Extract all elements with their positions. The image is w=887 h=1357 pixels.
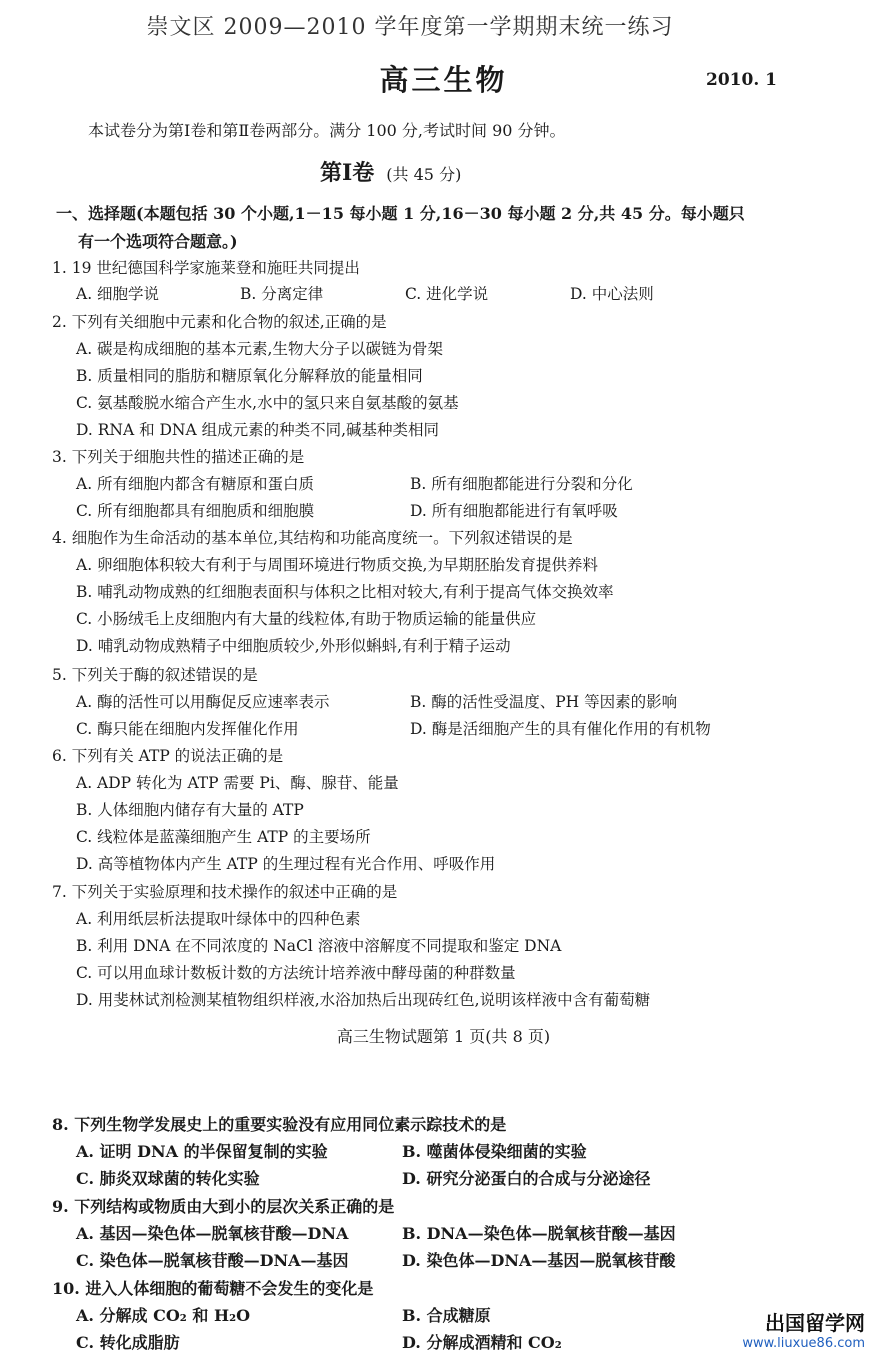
option-a: A. 基因—染色体—脱氧核苷酸—DNA: [76, 1224, 349, 1243]
option-b: B. 质量相同的脂肪和糖原氧化分解释放的能量相同: [76, 367, 423, 385]
watermark-url: www.liuxue86.com: [742, 1336, 865, 1351]
option-a: A. 利用纸层析法提取叶绿体中的四种色素: [76, 910, 361, 928]
option-c: C. 所有细胞都具有细胞质和细胞膜: [76, 502, 315, 520]
option-c: C. 染色体—脱氧核苷酸—DNA—基因: [76, 1251, 349, 1270]
option-d: D. 研究分泌蛋白的合成与分泌途径: [402, 1169, 651, 1188]
exam-date: 2010. 1: [706, 70, 777, 90]
option-c: C. 转化成脂肪: [76, 1333, 180, 1352]
option-c: C. 线粒体是蓝藻细胞产生 ATP 的主要场所: [76, 828, 371, 846]
option-d: D. 中心法则: [570, 285, 654, 303]
option-b: B. 哺乳动物成熟的红细胞表面积与体积之比相对较大,有利于提高气体交换效率: [76, 583, 614, 601]
option-b: B. 合成糖原: [402, 1306, 491, 1325]
question-stem: 10. 进入人体细胞的葡萄糖不会发生的变化是: [52, 1279, 374, 1298]
option-a: A. 证明 DNA 的半保留复制的实验: [76, 1142, 328, 1161]
question-stem: 1. 19 世纪德国科学家施莱登和施旺共同提出: [52, 259, 360, 277]
option-a: A. 分解成 CO₂ 和 H₂O: [76, 1306, 251, 1325]
option-a: A. ADP 转化为 ATP 需要 Pi、酶、腺苷、能量: [76, 774, 399, 792]
option-b: B. 酶的活性受温度、PH 等因素的影响: [410, 693, 678, 711]
question-stem: 2. 下列有关细胞中元素和化合物的叙述,正确的是: [52, 313, 387, 331]
option-a: A. 细胞学说: [76, 285, 160, 303]
page-title: 高三生物: [379, 63, 508, 97]
site-watermark: [742, 1307, 865, 1351]
volume-label: 第Ⅰ卷: [320, 160, 375, 186]
page-footer: 高三生物试题第 1 页(共 8 页): [336, 1027, 551, 1046]
option-d: D. RNA 和 DNA 组成元素的种类不同,碱基种类相同: [76, 421, 440, 439]
question-stem: 6. 下列有关 ATP 的说法正确的是: [52, 747, 284, 765]
question-stem: 7. 下列关于实验原理和技术操作的叙述中正确的是: [52, 883, 398, 901]
option-d: D. 分解成酒精和 CO₂: [402, 1333, 562, 1352]
option-c: C. 酶只能在细胞内发挥催化作用: [76, 720, 299, 738]
option-b: B. DNA—染色体—脱氧核苷酸—基因: [402, 1224, 676, 1243]
intro-text: 本试卷分为第Ⅰ卷和第Ⅱ卷两部分。满分 100 分,考试时间 90 分钟。: [88, 121, 566, 140]
volume-score: (共 45 分): [386, 165, 462, 184]
option-c: C. 肺炎双球菌的转化实验: [76, 1169, 260, 1188]
volume-title: [320, 156, 461, 187]
option-b: B. 噬菌体侵染细菌的实验: [402, 1142, 587, 1161]
option-c: C. 氨基酸脱水缩合产生水,水中的氢只来自氨基酸的氨基: [76, 394, 459, 412]
question-stem: 4. 细胞作为生命活动的基本单位,其结构和功能高度统一。下列叙述错误的是: [52, 529, 573, 547]
question-stem: 9. 下列结构或物质由大到小的层次关系正确的是: [52, 1197, 395, 1216]
section-instruction: 一、选择题(本题包括 30 个小题,1－15 每小题 1 分,16－30 每小题 2 分,共 45 分。每小题只: [56, 204, 745, 223]
section-instruction-cont: 有一个选项符合题意。): [78, 232, 238, 251]
option-c: C. 小肠绒毛上皮细胞内有大量的线粒体,有助于物质运输的能量供应: [76, 610, 537, 628]
option-d: D. 酶是活细胞产生的具有催化作用的有机物: [410, 720, 711, 738]
question-stem: 8. 下列生物学发展史上的重要实验没有应用同位素示踪技术的是: [52, 1115, 507, 1134]
option-d: D. 所有细胞都能进行有氧呼吸: [410, 502, 618, 520]
option-b: B. 所有细胞都能进行分裂和分化: [410, 475, 633, 493]
question-stem: 5. 下列关于酶的叙述错误的是: [52, 666, 258, 684]
option-d: D. 染色体—DNA—基因—脱氧核苷酸: [402, 1251, 676, 1270]
option-b: B. 利用 DNA 在不同浓度的 NaCl 溶液中溶解度不同提取和鉴定 DNA: [76, 937, 562, 955]
option-d: D. 高等植物体内产生 ATP 的生理过程有光合作用、呼吸作用: [76, 855, 496, 873]
option-c: C. 进化学说: [405, 285, 489, 303]
option-d: D. 用斐林试剂检测某植物组织样液,水浴加热后出现砖红色,说明该样液中含有葡萄糖: [76, 991, 651, 1009]
option-a: A. 碳是构成细胞的基本元素,生物大分子以碳链为骨架: [76, 340, 443, 358]
option-a: A. 酶的活性可以用酶促反应速率表示: [76, 693, 330, 711]
option-b: B. 分离定律: [240, 285, 324, 303]
option-a: A. 卵细胞体积较大有利于与周围环境进行物质交换,为早期胚胎发育提供养料: [76, 556, 598, 574]
option-c: C. 可以用血球计数板计数的方法统计培养液中酵母菌的种群数量: [76, 964, 516, 982]
option-a: A. 所有细胞内都含有糖原和蛋白质: [76, 475, 315, 493]
option-d: D. 哺乳动物成熟精子中细胞质较少,外形似蝌蚪,有利于精子运动: [76, 637, 511, 655]
watermark-name: 出国留学网: [765, 1311, 865, 1335]
option-b: B. 人体细胞内储存有大量的 ATP: [76, 801, 304, 819]
exam-header: 崇文区 2009—2010 学年度第一学期期末统一练习: [146, 15, 674, 40]
question-stem: 3. 下列关于细胞共性的描述正确的是: [52, 448, 305, 466]
